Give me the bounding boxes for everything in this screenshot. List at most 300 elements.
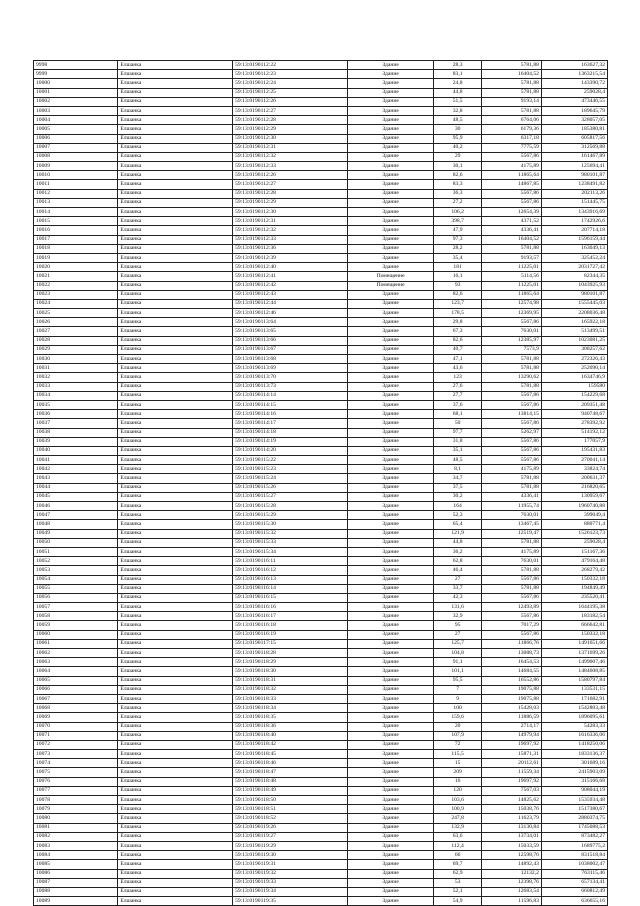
unit-value-cell: 20112,61 bbox=[481, 759, 541, 768]
object-type-cell: Здание bbox=[347, 694, 433, 703]
area-cell: 44,8 bbox=[434, 538, 482, 547]
table-row bbox=[34, 171, 608, 180]
cadastral-number-cell: 59:13:0190112:33 bbox=[233, 162, 348, 171]
area-cell: 95 bbox=[434, 621, 482, 630]
object-type-cell: Здание bbox=[347, 208, 433, 217]
cadastral-number-cell: 59:13:0190114:19 bbox=[233, 437, 348, 446]
cadastral-value-cell: 636655,16 bbox=[541, 897, 607, 906]
cadastral-number-cell: 59:13:0190112:23 bbox=[233, 70, 348, 79]
table-row bbox=[34, 419, 608, 428]
cadastral-number-cell: 59:13:0190119:31 bbox=[233, 860, 348, 869]
settlement-cell: Елшанка bbox=[118, 823, 233, 832]
table-row bbox=[34, 309, 608, 318]
cadastral-value-cell: 1043925,93 bbox=[541, 281, 607, 290]
object-type-cell: Здание bbox=[347, 832, 433, 841]
area-cell: 35,1 bbox=[434, 446, 482, 455]
object-type-cell: Здание bbox=[347, 309, 433, 318]
settlement-cell: Елшанка bbox=[118, 309, 233, 318]
cadastral-number-cell: 59:13:0190115:33 bbox=[233, 538, 348, 547]
settlement-cell: Елшанка bbox=[118, 584, 233, 593]
table-row bbox=[34, 355, 608, 364]
unit-value-cell: 12654,39 bbox=[481, 208, 541, 217]
unit-value-cell: 5567,86 bbox=[481, 612, 541, 621]
cadastral-number-cell: 59:13:0190119:30 bbox=[233, 851, 348, 860]
unit-value-cell: 4175,89 bbox=[481, 465, 541, 474]
table-row bbox=[34, 198, 608, 207]
cadastral-number-cell: 59:13:0190118:30 bbox=[233, 667, 348, 676]
table-row bbox=[34, 502, 608, 511]
cadastral-number-cell: 59:13:0190118:45 bbox=[233, 750, 348, 759]
settlement-cell: Елшанка bbox=[118, 171, 233, 180]
table-row bbox=[34, 79, 608, 88]
object-type-cell: Здание bbox=[347, 869, 433, 878]
settlement-cell: Елшанка bbox=[118, 79, 233, 88]
row-number-cell: 10055 bbox=[34, 584, 118, 593]
area-cell: 131,6 bbox=[434, 603, 482, 612]
cadastral-number-cell: 59:13:0190112:29 bbox=[233, 125, 348, 134]
table-row bbox=[34, 566, 608, 575]
settlement-cell: Елшанка bbox=[118, 208, 233, 217]
row-number-cell: 10027 bbox=[34, 327, 118, 336]
row-number-cell: 10004 bbox=[34, 116, 118, 125]
unit-value-cell: 12683,54 bbox=[481, 887, 541, 896]
table-row bbox=[34, 189, 608, 198]
unit-value-cell: 5567,86 bbox=[481, 630, 541, 639]
unit-value-cell: 5567,86 bbox=[481, 152, 541, 161]
object-type-cell: Здание bbox=[347, 299, 433, 308]
cadastral-value-cell: 666642,81 bbox=[541, 621, 607, 630]
cadastral-value-cell: 133531,15 bbox=[541, 685, 607, 694]
settlement-cell: Елшанка bbox=[118, 180, 233, 189]
cadastral-number-cell: 59:13:0190113:73 bbox=[233, 382, 348, 391]
cadastral-value-cell: 1745088,53 bbox=[541, 823, 607, 832]
settlement-cell: Елшанка bbox=[118, 125, 233, 134]
table-row bbox=[34, 897, 608, 906]
area-cell: 15 bbox=[434, 759, 482, 768]
unit-value-cell: 4175,89 bbox=[481, 162, 541, 171]
row-number-cell: 10009 bbox=[34, 162, 118, 171]
cadastral-number-cell: 59:13:0190115:24 bbox=[233, 474, 348, 483]
table-row bbox=[34, 805, 608, 814]
cadastral-number-cell: 59:13:0190114:20 bbox=[233, 446, 348, 455]
cadastral-value-cell: 1644195,38 bbox=[541, 603, 607, 612]
row-number-cell: 10031 bbox=[34, 364, 118, 373]
table-row bbox=[34, 814, 608, 823]
cadastral-number-cell: 59:13:0190112:44 bbox=[233, 299, 348, 308]
object-type-cell: Здание bbox=[347, 235, 433, 244]
cadastral-value-cell: 161467,89 bbox=[541, 152, 607, 161]
object-type-cell: Здание bbox=[347, 630, 433, 639]
table-row bbox=[34, 162, 608, 171]
settlement-cell: Елшанка bbox=[118, 299, 233, 308]
object-type-cell: Здание bbox=[347, 511, 433, 520]
settlement-cell: Елшанка bbox=[118, 336, 233, 345]
settlement-cell: Елшанка bbox=[118, 483, 233, 492]
object-type-cell: Помещение bbox=[347, 281, 433, 290]
area-cell: 28,2 bbox=[434, 244, 482, 253]
cadastral-number-cell: 59:13:0190113:65 bbox=[233, 327, 348, 336]
table-row bbox=[34, 639, 608, 648]
area-cell: 82,6 bbox=[434, 336, 482, 345]
cadastral-number-cell: 59:13:0190115:22 bbox=[233, 456, 348, 465]
object-type-cell: Здание bbox=[347, 61, 433, 70]
cadastral-number-cell: 59:13:0190115:28 bbox=[233, 502, 348, 511]
cadastral-value-cell: 1742926,6 bbox=[541, 217, 607, 226]
table-row bbox=[34, 823, 608, 832]
object-type-cell: Здание bbox=[347, 217, 433, 226]
area-cell: 33,7 bbox=[434, 584, 482, 593]
unit-value-cell: 16404,52 bbox=[481, 70, 541, 79]
unit-value-cell: 5781,88 bbox=[481, 106, 541, 115]
settlement-cell: Елшанка bbox=[118, 446, 233, 455]
unit-value-cell: 16454,53 bbox=[481, 658, 541, 667]
cadastral-value-cell: 1555445,03 bbox=[541, 299, 607, 308]
row-number-cell: 10088 bbox=[34, 887, 118, 896]
settlement-cell: Елшанка bbox=[118, 796, 233, 805]
row-number-cell: 10013 bbox=[34, 198, 118, 207]
object-type-cell: Здание bbox=[347, 373, 433, 382]
unit-value-cell: 11225,01 bbox=[481, 263, 541, 272]
row-number-cell: 10041 bbox=[34, 456, 118, 465]
cadastral-number-cell: 59:13:0190112:27 bbox=[233, 180, 348, 189]
row-number-cell: 10069 bbox=[34, 713, 118, 722]
object-type-cell: Здание bbox=[347, 658, 433, 667]
row-number-cell: 10037 bbox=[34, 419, 118, 428]
cadastral-number-cell: 59:13:0190118:46 bbox=[233, 759, 348, 768]
unit-value-cell: 13814,15 bbox=[481, 410, 541, 419]
row-number-cell: 10086 bbox=[34, 869, 118, 878]
object-type-cell: Здание bbox=[347, 97, 433, 106]
row-number-cell: 10044 bbox=[34, 483, 118, 492]
cadastral-number-cell: 59:13:0190118:48 bbox=[233, 777, 348, 786]
table-row bbox=[34, 299, 608, 308]
row-number-cell: 10015 bbox=[34, 217, 118, 226]
table-row bbox=[34, 272, 608, 281]
row-number-cell: 9998 bbox=[34, 61, 118, 70]
unit-value-cell: 6179,36 bbox=[481, 125, 541, 134]
object-type-cell: Здание bbox=[347, 502, 433, 511]
table-row bbox=[34, 474, 608, 483]
object-type-cell: Здание bbox=[347, 437, 433, 446]
area-cell: 47,9 bbox=[434, 226, 482, 235]
table-row bbox=[34, 511, 608, 520]
cadastral-number-cell: 59:13:0190115:26 bbox=[233, 483, 348, 492]
unit-value-cell: 7017,29 bbox=[481, 621, 541, 630]
table-row bbox=[34, 208, 608, 217]
cadastral-value-cell: 165922,18 bbox=[541, 318, 607, 327]
unit-value-cell: 14684,55 bbox=[481, 667, 541, 676]
cadastral-value-cell: 195431,83 bbox=[541, 446, 607, 455]
settlement-cell: Елшанка bbox=[118, 272, 233, 281]
object-type-cell: Здание bbox=[347, 887, 433, 896]
table-row bbox=[34, 694, 608, 703]
area-cell: 20 bbox=[434, 722, 482, 731]
unit-value-cell: 5781,88 bbox=[481, 566, 541, 575]
settlement-cell: Елшанка bbox=[118, 400, 233, 409]
cadastral-number-cell: 59:13:0190112:26 bbox=[233, 97, 348, 106]
row-number-cell: 10058 bbox=[34, 612, 118, 621]
cadastral-number-cell: 59:13:0190116:19 bbox=[233, 630, 348, 639]
area-cell: 36,2 bbox=[434, 547, 482, 556]
cadastral-number-cell: 59:13:0190113:67 bbox=[233, 345, 348, 354]
settlement-cell: Елшанка bbox=[118, 731, 233, 740]
object-type-cell: Здание bbox=[347, 814, 433, 823]
row-number-cell: 10011 bbox=[34, 180, 118, 189]
settlement-cell: Елшанка bbox=[118, 529, 233, 538]
object-type-cell: Здание bbox=[347, 603, 433, 612]
row-number-cell: 10046 bbox=[34, 502, 118, 511]
area-cell: 121,9 bbox=[434, 529, 482, 538]
object-type-cell: Здание bbox=[347, 841, 433, 850]
object-type-cell: Здание bbox=[347, 345, 433, 354]
area-cell: 48,5 bbox=[434, 116, 482, 125]
table-row bbox=[34, 676, 608, 685]
area-cell: 132,9 bbox=[434, 823, 482, 832]
table-row bbox=[34, 456, 608, 465]
cadastral-value-cell: 831518,84 bbox=[541, 851, 607, 860]
cadastral-value-cell: 194849,49 bbox=[541, 584, 607, 593]
area-cell: 101,1 bbox=[434, 667, 482, 676]
cadastral-number-cell: 59:13:0190114:14 bbox=[233, 391, 348, 400]
row-number-cell: 10064 bbox=[34, 667, 118, 676]
table-row bbox=[34, 557, 608, 566]
area-cell: 32,8 bbox=[434, 106, 482, 115]
settlement-cell: Елшанка bbox=[118, 575, 233, 584]
unit-value-cell: 5567,86 bbox=[481, 400, 541, 409]
object-type-cell: Здание bbox=[347, 152, 433, 161]
cadastral-number-cell: 59:13:0190115:23 bbox=[233, 465, 348, 474]
row-number-cell: 10019 bbox=[34, 253, 118, 262]
object-type-cell: Здание bbox=[347, 355, 433, 364]
table-row bbox=[34, 180, 608, 189]
cadastral-value-cell: 171682,91 bbox=[541, 694, 607, 703]
cadastral-number-cell: 59:13:0190112:28 bbox=[233, 189, 348, 198]
cadastral-value-cell: 513499,51 bbox=[541, 327, 607, 336]
settlement-cell: Елшанка bbox=[118, 217, 233, 226]
area-cell: 107,9 bbox=[434, 731, 482, 740]
unit-value-cell: 7630,01 bbox=[481, 511, 541, 520]
object-type-cell: Здание bbox=[347, 676, 433, 685]
settlement-cell: Елшанка bbox=[118, 538, 233, 547]
cadastral-value-cell: 908044,19 bbox=[541, 786, 607, 795]
table-row bbox=[34, 621, 608, 630]
area-cell: 46,4 bbox=[434, 566, 482, 575]
table-row bbox=[34, 226, 608, 235]
cadastral-value-cell: 202113,26 bbox=[541, 189, 607, 198]
area-cell: 123 bbox=[434, 373, 482, 382]
unit-value-cell: 11865,64 bbox=[481, 171, 541, 180]
object-type-cell: Здание bbox=[347, 226, 433, 235]
table-row bbox=[34, 603, 608, 612]
object-type-cell: Здание bbox=[347, 474, 433, 483]
row-number-cell: 10021 bbox=[34, 272, 118, 281]
area-cell: 100 bbox=[434, 704, 482, 713]
table-row bbox=[34, 713, 608, 722]
object-type-cell: Здание bbox=[347, 162, 433, 171]
table-row bbox=[34, 217, 608, 226]
cadastral-value-cell: 1484608,85 bbox=[541, 667, 607, 676]
cadastral-value-cell: 1491651,66 bbox=[541, 639, 607, 648]
cadastral-value-cell: 270041,14 bbox=[541, 456, 607, 465]
settlement-cell: Елшанка bbox=[118, 88, 233, 97]
area-cell: 52,3 bbox=[434, 511, 482, 520]
cadastral-number-cell: 59:13:0190112:29 bbox=[233, 198, 348, 207]
row-number-cell: 10077 bbox=[34, 786, 118, 795]
row-number-cell: 10022 bbox=[34, 281, 118, 290]
cadastral-value-cell: 150332,18 bbox=[541, 630, 607, 639]
row-number-cell: 10073 bbox=[34, 750, 118, 759]
cadastral-value-cell: 177057,9 bbox=[541, 437, 607, 446]
area-cell: 27,6 bbox=[434, 382, 482, 391]
object-type-cell: Здание bbox=[347, 621, 433, 630]
cadastral-number-cell: 59:13:0190112:41 bbox=[233, 272, 348, 281]
row-number-cell: 10038 bbox=[34, 428, 118, 437]
table-row bbox=[34, 116, 608, 125]
object-type-cell: Здание bbox=[347, 759, 433, 768]
object-type-cell: Здание bbox=[347, 750, 433, 759]
unit-value-cell: 15871,31 bbox=[481, 750, 541, 759]
table-row bbox=[34, 649, 608, 658]
row-number-cell: 10054 bbox=[34, 575, 118, 584]
object-type-cell: Здание bbox=[347, 538, 433, 547]
cadastral-number-cell: 59:13:0190116:15 bbox=[233, 593, 348, 602]
unit-value-cell: 19075,88 bbox=[481, 694, 541, 703]
unit-value-cell: 4336,41 bbox=[481, 492, 541, 501]
table-row bbox=[34, 630, 608, 639]
cadastral-value-cell: 185380,81 bbox=[541, 125, 607, 134]
area-cell: 27 bbox=[434, 575, 482, 584]
table-row bbox=[34, 70, 608, 79]
settlement-cell: Елшанка bbox=[118, 786, 233, 795]
row-number-cell: 10032 bbox=[34, 373, 118, 382]
area-cell: 164 bbox=[434, 502, 482, 511]
settlement-cell: Елшанка bbox=[118, 410, 233, 419]
settlement-cell: Елшанка bbox=[118, 704, 233, 713]
object-type-cell: Здание bbox=[347, 253, 433, 262]
row-number-cell: 10036 bbox=[34, 410, 118, 419]
settlement-cell: Елшанка bbox=[118, 750, 233, 759]
area-cell: 65,4 bbox=[434, 520, 482, 529]
row-number-cell: 10074 bbox=[34, 759, 118, 768]
unit-value-cell: 11886,59 bbox=[481, 713, 541, 722]
object-type-cell: Здание bbox=[347, 318, 433, 327]
settlement-cell: Елшанка bbox=[118, 61, 233, 70]
cadastral-number-cell: 59:13:0190118:52 bbox=[233, 814, 348, 823]
row-number-cell: 10052 bbox=[34, 557, 118, 566]
area-cell: 112,4 bbox=[434, 841, 482, 850]
row-number-cell: 10024 bbox=[34, 299, 118, 308]
area-cell: 178,5 bbox=[434, 309, 482, 318]
area-cell: 83,1 bbox=[434, 70, 482, 79]
cadastral-number-cell: 59:13:0190112:31 bbox=[233, 143, 348, 152]
cadastral-value-cell: 301689,16 bbox=[541, 759, 607, 768]
table-row bbox=[34, 244, 608, 253]
unit-value-cell: 12598,76 bbox=[481, 851, 541, 860]
object-type-cell: Здание bbox=[347, 722, 433, 731]
area-cell: 47,1 bbox=[434, 355, 482, 364]
row-number-cell: 10043 bbox=[34, 474, 118, 483]
object-type-cell: Здание bbox=[347, 143, 433, 152]
row-number-cell: 10057 bbox=[34, 603, 118, 612]
cadastral-number-cell: 59:13:0190112:26 bbox=[233, 171, 348, 180]
area-cell: 91,1 bbox=[434, 658, 482, 667]
row-number-cell: 10075 bbox=[34, 768, 118, 777]
unit-value-cell: 11955,74 bbox=[481, 502, 541, 511]
object-type-cell: Здание bbox=[347, 456, 433, 465]
cadastral-value-cell: 163049,13 bbox=[541, 244, 607, 253]
table-row bbox=[34, 318, 608, 327]
object-type-cell: Здание bbox=[347, 465, 433, 474]
object-type-cell: Здание bbox=[347, 768, 433, 777]
row-number-cell: 10014 bbox=[34, 208, 118, 217]
cadastral-value-cell: 268279,42 bbox=[541, 566, 607, 575]
settlement-cell: Елшанка bbox=[118, 318, 233, 327]
object-type-cell: Здание bbox=[347, 823, 433, 832]
cadastral-value-cell: 1689775,2 bbox=[541, 841, 607, 850]
unit-value-cell: 11596,83 bbox=[481, 897, 541, 906]
cadastral-value-cell: 1517380,67 bbox=[541, 805, 607, 814]
cadastral-number-cell: 59:13:0190112:39 bbox=[233, 253, 348, 262]
row-number-cell: 10066 bbox=[34, 685, 118, 694]
row-number-cell: 10048 bbox=[34, 520, 118, 529]
row-number-cell: 10071 bbox=[34, 731, 118, 740]
settlement-cell: Елшанка bbox=[118, 106, 233, 115]
object-type-cell: Здание bbox=[347, 557, 433, 566]
row-number-cell: 10070 bbox=[34, 722, 118, 731]
settlement-cell: Елшанка bbox=[118, 759, 233, 768]
table-row bbox=[34, 235, 608, 244]
row-number-cell: 10001 bbox=[34, 88, 118, 97]
area-cell: 30 bbox=[434, 125, 482, 134]
cadastral-value-cell: 143390,72 bbox=[541, 79, 607, 88]
unit-value-cell: 7573,9 bbox=[481, 345, 541, 354]
row-number-cell: 10012 bbox=[34, 189, 118, 198]
table-row bbox=[34, 796, 608, 805]
unit-value-cell: 5781,88 bbox=[481, 483, 541, 492]
area-cell: 104,8 bbox=[434, 649, 482, 658]
cadastral-number-cell: 59:13:0190118:47 bbox=[233, 768, 348, 777]
area-cell: 97,7 bbox=[434, 428, 482, 437]
unit-value-cell: 7630,01 bbox=[481, 557, 541, 566]
row-number-cell: 10087 bbox=[34, 878, 118, 887]
settlement-cell: Елшанка bbox=[118, 694, 233, 703]
cadastral-value-cell: 151445,75 bbox=[541, 198, 607, 207]
cadastral-value-cell: 1038002,47 bbox=[541, 860, 607, 869]
cadastral-number-cell: 59:13:0190113:70 bbox=[233, 373, 348, 382]
table-row bbox=[34, 722, 608, 731]
area-cell: 50 bbox=[434, 419, 482, 428]
object-type-cell: Здание bbox=[347, 364, 433, 373]
object-type-cell: Здание bbox=[347, 336, 433, 345]
settlement-cell: Елшанка bbox=[118, 630, 233, 639]
cadastral-value-cell: 209351,48 bbox=[541, 400, 607, 409]
cadastral-number-cell: 59:13:0190119:27 bbox=[233, 832, 348, 841]
cadastral-value-cell: 150332,18 bbox=[541, 575, 607, 584]
unit-value-cell: 6317,18 bbox=[481, 134, 541, 143]
object-type-cell: Здание bbox=[347, 244, 433, 253]
cadastral-value-cell: 2208036,48 bbox=[541, 309, 607, 318]
unit-value-cell: 5567,86 bbox=[481, 456, 541, 465]
cadastral-number-cell: 59:13:0190112:25 bbox=[233, 88, 348, 97]
area-cell: 159,6 bbox=[434, 713, 482, 722]
object-type-cell: Здание bbox=[347, 612, 433, 621]
area-cell: 106,2 bbox=[434, 208, 482, 217]
cadastral-value-cell: 514192,12 bbox=[541, 428, 607, 437]
cadastral-value-cell: 1596159,44 bbox=[541, 235, 607, 244]
cadastral-value-cell: 1634746,9 bbox=[541, 373, 607, 382]
cadastral-value-cell: 54283,33 bbox=[541, 722, 607, 731]
unit-value-cell: 4175,89 bbox=[481, 547, 541, 556]
